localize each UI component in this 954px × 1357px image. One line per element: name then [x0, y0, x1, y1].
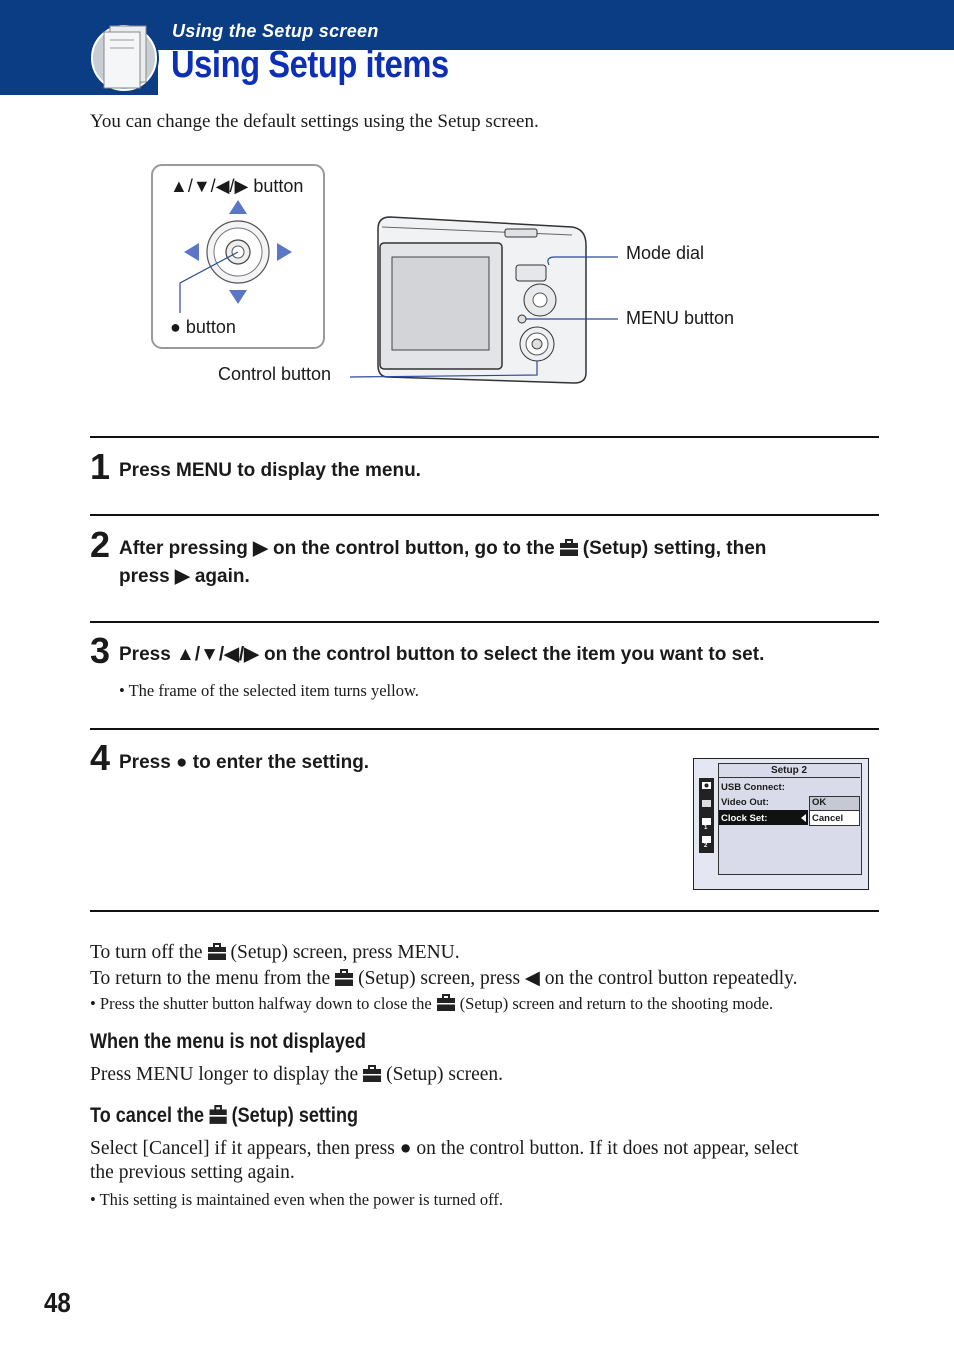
- lcd-option-cancel: Cancel: [812, 813, 844, 824]
- lcd-title: Setup 2: [718, 763, 860, 778]
- section-1-body-b: (Setup) screen.: [386, 1064, 504, 1085]
- section-heading-menu-not-displayed: When the menu is not displayed: [90, 1030, 366, 1053]
- section-2-note: • This setting is maintained even when the power is turned off.: [90, 1190, 503, 1209]
- lcd-tab-1: 1: [704, 825, 708, 831]
- arrow-button-label: ▲/▼/◀/▶ button: [170, 176, 304, 196]
- lcd-row-usb: USB Connect:: [721, 782, 785, 793]
- step-3-note: • The frame of the selected item turns yellow.: [119, 681, 419, 700]
- divider: [90, 436, 879, 438]
- lcd-row-clock: Clock Set:: [721, 813, 768, 824]
- step-number: 4: [90, 737, 111, 778]
- step-number: 1: [90, 446, 111, 487]
- shutter-note-a: • Press the shutter button halfway down to close the: [90, 994, 432, 1013]
- step-1-text: Press MENU to display the menu.: [119, 460, 421, 481]
- page-number: 48: [44, 1287, 71, 1318]
- divider: [90, 910, 879, 912]
- lcd-option-ok: OK: [812, 797, 827, 808]
- menu-button-label: MENU button: [626, 308, 735, 328]
- lcd-tab-2: 2: [704, 843, 708, 849]
- divider: [90, 514, 879, 516]
- step-2-text-c: press ▶ again.: [119, 566, 250, 587]
- toolbox-icon: [436, 994, 456, 1012]
- shutter-note: [90, 994, 773, 1014]
- toolbox-icon: [559, 539, 579, 557]
- toolbox-icon: [362, 1065, 382, 1083]
- lcd-left-arrow-icon: [801, 814, 806, 822]
- page-title: Using Setup items: [171, 44, 449, 86]
- turn-off-text-b: (Setup) screen, press MENU.: [230, 942, 460, 963]
- step-2-text-b: (Setup) setting, then: [582, 538, 767, 559]
- step-2-text-a: After pressing ▶ on the control button, go to the: [119, 538, 555, 559]
- intro-text: You can change the default settings using the Setup screen.: [90, 111, 539, 132]
- section-heading-cancel-setup: [90, 1104, 358, 1128]
- mode-dial-label: Mode dial: [626, 243, 705, 263]
- center-button-label: ● button: [170, 317, 236, 337]
- section-2-body-line-2: the previous setting again.: [90, 1162, 295, 1183]
- step-2-text: [119, 535, 766, 591]
- section-2-body-line-1: Select [Cancel] if it appears, then press ● on the control button. If it does not appear, select: [90, 1138, 799, 1159]
- step-3-text: Press ▲/▼/◀/▶ on the control button to select the item you want to set.: [119, 644, 765, 665]
- section-icon: [88, 22, 160, 94]
- step-4-text: Press ● to enter the setting.: [119, 752, 370, 773]
- control-button-label: Control button: [218, 364, 332, 384]
- toolbox-icon: [207, 943, 227, 961]
- section-2-heading-a: To cancel the: [90, 1104, 205, 1127]
- camera-illustration: [340, 205, 625, 390]
- section-1-body: [90, 1064, 503, 1086]
- lcd-tab-strip: [699, 778, 714, 853]
- section-1-body-a: Press MENU longer to display the: [90, 1064, 359, 1085]
- return-text-b: (Setup) screen, press ◀ on the control button repeatedly.: [358, 968, 798, 989]
- lcd-row-video: Video Out:: [721, 797, 769, 808]
- turn-off-text-a: To turn off the: [90, 942, 203, 963]
- step-number: 3: [90, 630, 111, 671]
- toolbox-icon: [334, 969, 354, 987]
- shutter-note-b: (Setup) screen and return to the shooting mode.: [459, 994, 774, 1013]
- return-text-a: To return to the menu from the: [90, 968, 331, 989]
- return-text: [90, 966, 798, 990]
- toolbox-icon: [208, 1105, 229, 1125]
- step-number: 2: [90, 524, 111, 565]
- section-2-heading-b: (Setup) setting: [231, 1104, 359, 1127]
- divider: [90, 728, 879, 730]
- divider: [90, 621, 879, 623]
- turn-off-text: [90, 942, 460, 964]
- header-subtitle: Using the Setup screen: [172, 21, 379, 41]
